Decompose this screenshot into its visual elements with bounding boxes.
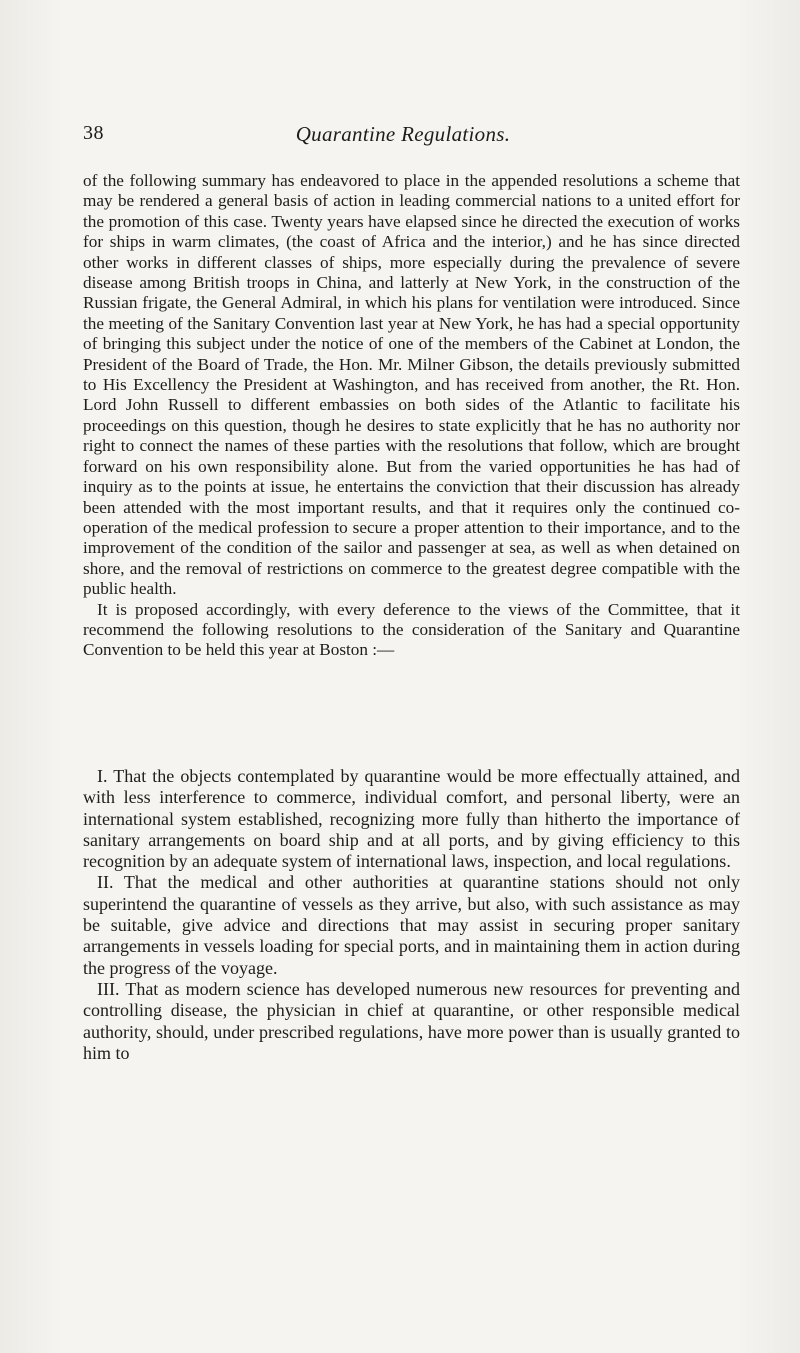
resolution-item: I. That the objects contemplated by quarantine would be more effectually attained, and with less interference to commerce, individual comfort, and personal liberty, were an international system established, recognizing more fully than hitherto the importance of sanitary arrangements on board ship and at all ports, and by giving efficiency to this recognition by an adequate system of international laws, inspection, and local regulations. bbox=[83, 766, 740, 872]
resolution-item: III. That as modern science has developed numerous new resources for preventing and controlling disease, the physician in chief at quarantine, or other responsible medical authority, should, under prescribed regulations, have more power than is usually granted to him to bbox=[83, 978, 740, 1063]
paragraph: It is proposed accordingly, with every deference to the views of the Committee, that it recommend the following resolutions to the consideration of the Sanitary and Quarantine Convention to be held this year at Boston :— bbox=[83, 599, 740, 660]
running-title: Quarantine Regulations. bbox=[295, 122, 511, 146]
page-number: 38 bbox=[83, 122, 104, 144]
resolutions-list bbox=[83, 766, 740, 1064]
resolution-item: II. That the medical and other authorities at quarantine stations should not only superintend the quarantine of vessels as they arrive, but also, with such assistance as may be suitable, give advice and directions that may assist in securing proper sanitary arrangements in vessels loading for special ports, and in maintaining them in action during the progress of the voyage. bbox=[83, 872, 740, 978]
body-text bbox=[83, 171, 740, 661]
page-header bbox=[83, 122, 723, 152]
paragraph: of the following summary has endeavored to place in the appended resolutions a scheme that may be rendered a general basis of action in leading commercial nations to a united effort for the promotion of this case. Twenty years have elapsed since he directed the execution of works for ships in warm climates, (the coast of Africa and the interior,) and he has since directed other works in different classes of ships, more especially during the prevalence of severe disease among British troops in China, and latterly at New York, in the construction of the Russian frigate, the General Admiral, in which his plans for ventilation were introduced. Since the meeting of the Sanitary Convention last year at New York, he has had a special opportunity of bringing this subject under the notice of one of the members of the Cabinet at London, the President of the Board of Trade, the Hon. Mr. Milner Gibson, the details previously submitted to His Excellency the President at Washington, and has received from another, the Rt. Hon. Lord John Russell to different embassies on both sides of the Atlantic to facilitate his proceedings on this question, though he desires to state explicitly that he has no authority nor right to connect the names of these parties with the resolutions that follow, which are brought forward on his own responsibility alone. But from the varied opportunities he has had of inquiry as to the points at issue, he entertains the conviction that their discussion has already been attended with the most important results, and that it requires only the continued co-operation of the medical profession to secure a proper attention to their importance, and to the improvement of the condition of the sailor and passenger at sea, as well as when detained on shore, and the removal of restrictions on commerce to the greatest degree compatible with the public health. bbox=[83, 171, 740, 599]
